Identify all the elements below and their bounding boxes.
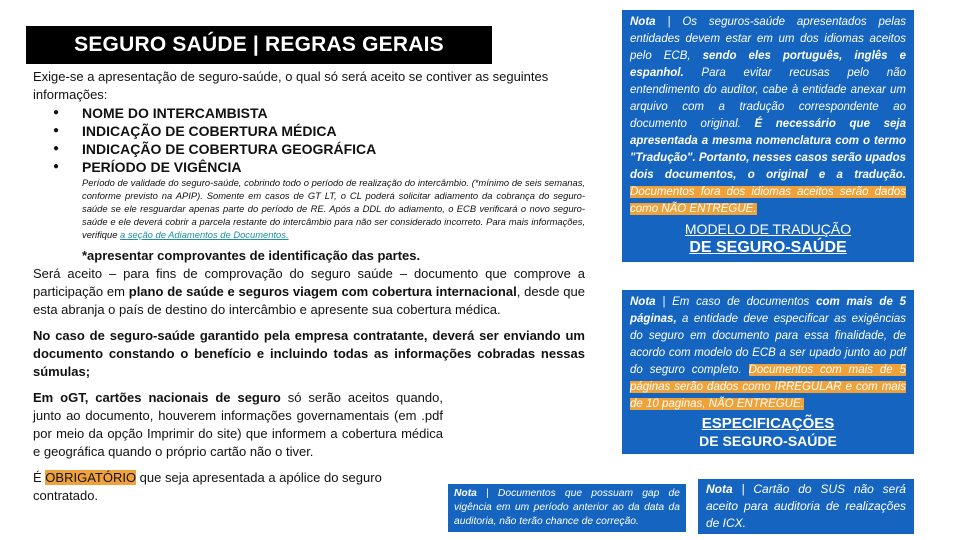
required-info-list: [53, 104, 585, 176]
text: , desde que esta abranja o país de destino do intercâmbio e apresente sua cobertura médica.: [33, 284, 585, 317]
text: É: [33, 470, 46, 485]
note-translation: [622, 10, 914, 262]
intro-text: Exige-se a apresentação de seguro-saúde, o qual só será aceito se contiver as seguintes informações:: [33, 69, 549, 102]
specifications-subtitle: DE SEGURO-SAÚDE: [699, 433, 837, 449]
separator: |: [732, 482, 754, 496]
note-gap: [448, 484, 686, 532]
note-sus: [698, 479, 914, 534]
translation-model-link-2[interactable]: DE SEGURO-SAÚDE: [689, 239, 847, 256]
text: a entidade deve especificar as exigências do seguro em documento para essa finalidade, de acordo com modelo do ECB a ser upado junto ao pdf do seguro completo.: [630, 313, 906, 376]
paragraph-ogt: [33, 389, 443, 461]
vigencia-text: Período de validade do seguro-saúde, cobrindo todo o período de realização do intercâmbio. (*mínimo de seis semanas, conforme previsto na APIP). Somente em casos de GT LT, o CL poderá solicitar adiamento da cobrança do seguro-saúde se ele resguardar apenas parte do período de RE. Após a DDL do adiamento, o ECB verificará o novo seguro-saúde e ele deverá cobrir a parcela restante do intercâmbio para não ser considerado incorreto. Para mais informações, verifique: [82, 177, 585, 240]
id-parts-note: *apresentar comprovantes de identificação das partes.: [82, 248, 421, 263]
vigencia-description: [82, 176, 585, 241]
text-bold: plano de saúde e seguros viagem com cobertura internacional: [128, 284, 517, 299]
separator: |: [476, 488, 498, 499]
paragraph-plano: [33, 265, 585, 319]
text: Os seguros-saúde apresentados pelas entidades devem estar em um dos idiomas aceitos pelo ECB,: [630, 16, 906, 62]
list-item: ● INDICAÇÃO DE COBERTURA GEOGRÁFICA: [53, 140, 585, 158]
paragraph-obrigatorio: [33, 469, 443, 505]
note-pages: [622, 290, 914, 454]
note-label: Nota: [630, 16, 656, 28]
highlight-text: Documentos fora dos idiomas aceitos serão dados como NÃO ENTREGUE.: [630, 186, 906, 215]
note-label: Nota: [706, 482, 733, 496]
text: Documentos que possuam gap de vigência em um período anterior ao da data da auditoria, não terão chance de correção.: [454, 488, 681, 527]
text-bold: sendo eles português, inglês e espanhol.: [630, 50, 906, 79]
separator: |: [655, 296, 673, 308]
note-label: Nota: [454, 488, 477, 499]
note-label: Nota: [630, 296, 656, 308]
paragraph-empresa: No caso de seguro-saúde garantido pela empresa contratante, deverá ser enviando um documento constando o benefício e incluindo todas as informações cobradas nessas súmulas;: [33, 328, 585, 379]
highlight-text: Documentos com mais de 5 páginas serão dados como IRREGULAR e com mais de 10 paginas, NÃO ENTREGUE.: [630, 364, 906, 410]
specifications-link[interactable]: ESPECIFICAÇÕES: [701, 415, 835, 432]
list-item: ● INDICAÇÃO DE COBERTURA MÉDICA: [53, 122, 585, 140]
list-item: ● PERÍODO DE VIGÊNCIA: [53, 158, 585, 176]
separator: |: [655, 16, 683, 28]
text-bold: É necessário que seja apresentada a mesma nomenclatura com o termo "Tradução". Portanto, nesses casos serão upados dois documentos, o original e a tradução.: [630, 118, 906, 181]
text: que seja apresentada a apólice do seguro contratado.: [33, 470, 382, 503]
text: Será aceito – para fins de comprovação do seguro saúde – documento que comprove a participação em: [33, 266, 585, 299]
text: só serão aceitos quando, junto ao documento, houverem informações governamentais (em .pdf por meio da opção Imprimir do site) que informem a cobertura médica e geográfica quando o próprio cartão não o tiver.: [33, 390, 443, 459]
text: Cartão do SUS não será aceito para auditoria de realizações de ICX.: [706, 482, 906, 530]
text: Para evitar recusas pelo não entendimento do auditor, cabe à entidade anexar um arquivo com a tradução correspondente ao documento original.: [630, 67, 906, 130]
text: Em caso de documentos: [672, 296, 817, 308]
list-item: ● NOME DO INTERCAMBISTA: [53, 104, 585, 122]
text-bold: com mais de 5 páginas,: [630, 296, 906, 325]
text-bold: Em oGT, cartões nacionais de seguro: [33, 390, 281, 405]
page-title: SEGURO SAÚDE | REGRAS GERAIS: [26, 26, 492, 64]
main-content: [33, 68, 585, 505]
highlight-obrigatorio: OBRIGATÓRIO: [45, 470, 137, 485]
translation-model-link[interactable]: MODELO DE TRADUÇÃO: [684, 221, 852, 237]
adiamentos-link[interactable]: a seção de Adiamentos de Documentos.: [120, 229, 289, 240]
